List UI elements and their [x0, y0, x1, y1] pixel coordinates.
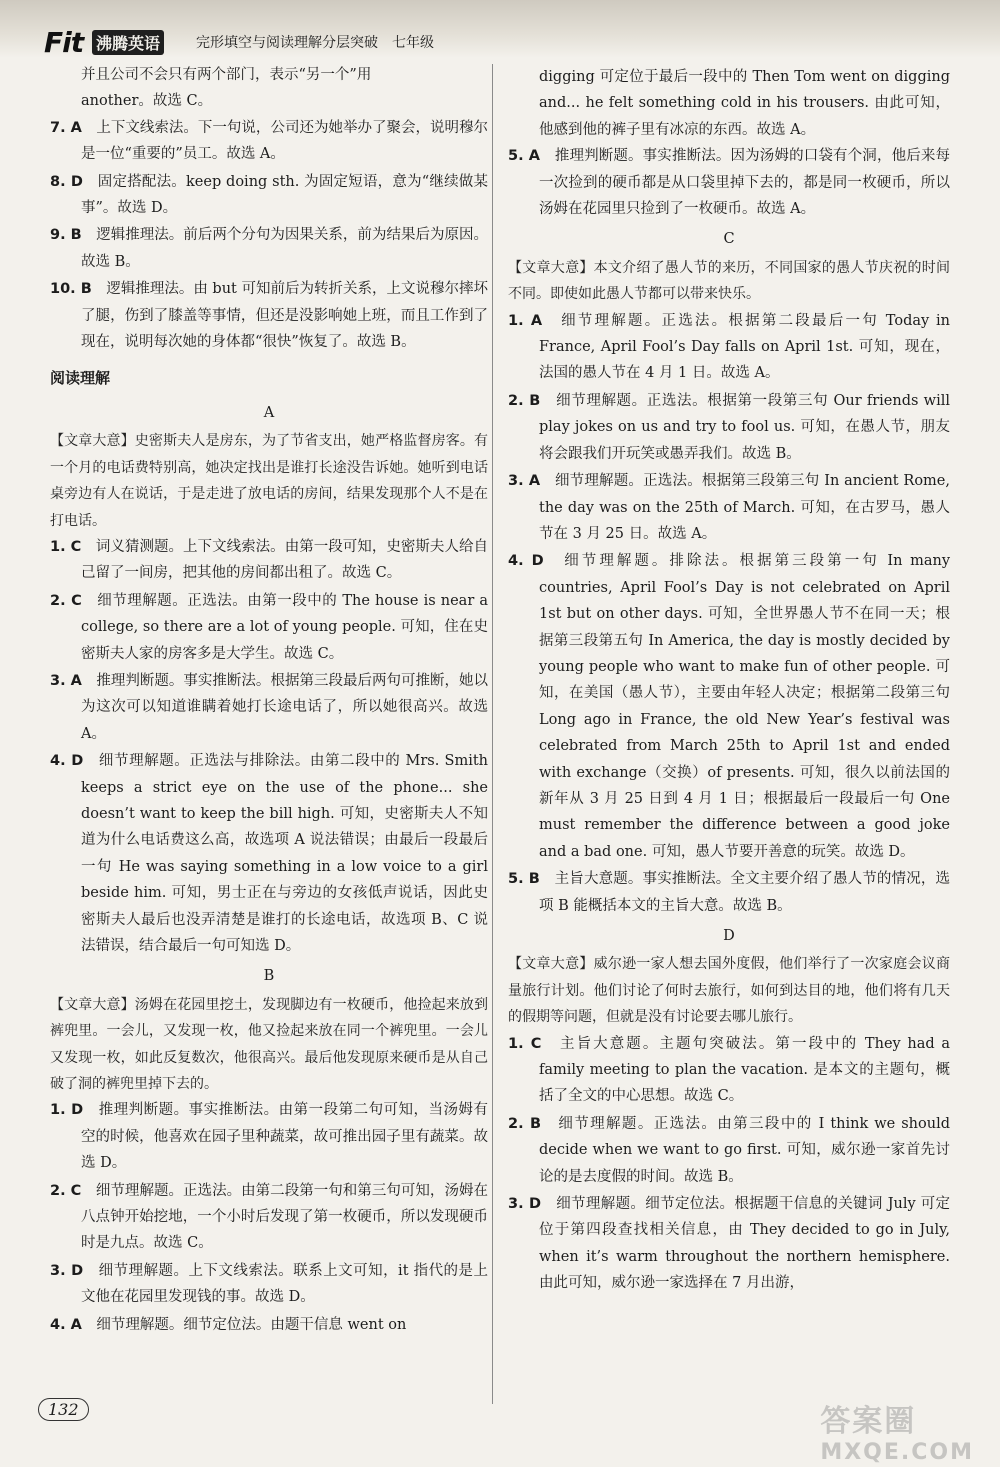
passage-summary: 【文章大意】史密斯夫人是房东，为了节省支出，她严格监督房客。有一个月的电话费特别高，她决定找出是谁打长途没告诉她。她听到电话桌旁边有人在说话，于是走进了放电话的房间，结果发现那个人不是在打电话。	[50, 433, 488, 529]
answer-number: 1. C	[50, 538, 82, 555]
answer-item	[50, 276, 488, 355]
continued-text: 并且公司不会只有两个部门，表示“另一个”用	[81, 67, 372, 83]
answer-item	[50, 169, 488, 222]
answer-number: 9. B	[50, 227, 82, 244]
answer-item	[50, 1097, 488, 1176]
answer-number: 2. C	[50, 592, 82, 609]
passage-letter: D	[723, 928, 735, 944]
answer-item	[508, 143, 950, 222]
continued-text: digging 可定位于最后一段中的 Then Tom went on digging and... he felt something cold in his trousers. 由此可知，他感到他的裤子里有冰凉的东西。故选 A。	[539, 69, 950, 138]
answer-item	[50, 222, 488, 275]
answer-number: 4. A	[50, 1316, 82, 1333]
right-column	[508, 64, 950, 1298]
site-watermark	[820, 1396, 974, 1465]
answer-number: 2. B	[508, 392, 541, 409]
answer-explanation: 推理判断题。事实推断法。根据第三段最后两句可推断，她以为这次可以知道谁瞒着她打长途电话了，所以她很高兴。故选 A。	[81, 672, 489, 742]
answer-item	[508, 308, 950, 387]
answer-number: 1. C	[508, 1035, 542, 1052]
answer-item	[508, 1111, 950, 1190]
answer-explanation: 细节理解题。正选法。根据第三段第三句 In ancient Rome, the day was on the 25th of March. 可知，在古罗马，愚人节在 3 月 25 日。故选 A。	[539, 473, 950, 542]
answer-item	[508, 388, 950, 467]
brand-name: 沸腾英语	[92, 30, 164, 55]
answer-item	[508, 548, 950, 865]
answer-number: 8. D	[50, 173, 83, 190]
passage-letter: B	[263, 968, 275, 985]
answer-explanation: 词义猜测题。上下文线索法。由第一段可知，史密斯夫人给自己留了一间房，把其他的房间都出租了。故选 C。	[81, 538, 489, 582]
answer-number: 5. A	[508, 148, 541, 165]
answer-explanation: 细节理解题。正选法与排除法。由第二段中的 Mrs. Smith keeps a strict eye on the use of the phone... she doesn’t want to keep the bill high. 可知，史密斯夫人不知道为什么电话费这么高，故选项 A 说法错误；由最后一段最后一句 He was saying something in a low voice to a girl beside him. 可知，男士正在与旁边的女孩低声说话，因此史密斯夫人最后也没弄清楚是谁打的长途电话，故选项 B、C 说法错误，结合最后一句可知选 D。	[81, 753, 489, 954]
answer-explanation: 主旨大意题。主题句突破法。第一段中的 They had a family meeting to plan the vacation. 是本文的主题句，概括了全文的中心思想。故选 C。	[539, 1035, 950, 1105]
answer-number: 2. C	[50, 1182, 82, 1199]
answer-item	[50, 748, 488, 959]
answer-number: 7. A	[50, 119, 82, 136]
answer-item	[50, 588, 488, 667]
answer-item	[50, 1178, 488, 1257]
answer-item	[50, 668, 488, 747]
page-number: 132	[38, 1398, 89, 1421]
answer-explanation: 细节理解题。正选法。由第三段中的 I think we should decide when we want to go first. 可知，威尔逊一家首先讨论的是去度假的时间。故选 B。	[539, 1115, 950, 1185]
passage-summary: 【文章大意】本文介绍了愚人节的来历，不同国家的愚人节庆祝的时间不同。即使如此愚人节都可以带来快乐。	[508, 259, 950, 303]
answer-item	[50, 115, 488, 168]
answer-explanation: 细节理解题。上下文线索法。联系上文可知，it 指代的是上文他在花园里发现钱的事。故选 D。	[81, 1262, 488, 1306]
watermark-text: 答案圈	[820, 1404, 917, 1439]
continued-text: another。故选 C。	[81, 93, 213, 110]
answer-explanation: 细节理解题。正选法。由第二段第一句和第三句可知，汤姆在八点钟开始挖地，一个小时后发现了第一枚硬币，所以发现硬币时是九点。故选 C。	[81, 1182, 489, 1252]
passage-summary: 【文章大意】威尔逊一家人想去国外度假，他们举行了一次家庭会议商量旅行计划。他们讨论了何时去旅行，如何到达目的地，他们将有几天的假期等问题，但就是没有讨论要去哪儿旅行。	[508, 956, 950, 1026]
cloze-answers	[50, 115, 488, 356]
answer-explanation: 上下文线索法。下一句说，公司还为她举办了聚会，说明穆尔是一位“重要的”员工。故选 A。	[81, 119, 489, 163]
section-title: 阅读理解	[50, 369, 111, 388]
answer-explanation: 逻辑推理法。前后两个分句为因果关系，前为结果后为原因。故选 B。	[81, 227, 489, 270]
book-title: 完形填空与阅读理解分层突破 七年级	[196, 35, 434, 51]
answer-explanation: 细节理解题。细节定位法。由题干信息 went on	[96, 1316, 407, 1333]
answer-item	[50, 534, 488, 587]
answer-number: 10. B	[50, 281, 92, 298]
answer-number: 5. B	[508, 871, 540, 888]
answer-item	[508, 866, 950, 919]
left-column	[50, 62, 488, 1339]
answer-explanation: 细节理解题。正选法。根据第一段第三句 Our friends will play jokes on us and try to fool us. 可知，在愚人节，朋友将会跟我们开玩笑或愚弄我们。故选 B。	[539, 392, 951, 462]
answer-explanation: 推理判断题。事实推断法。由第一段第二句可知，当汤姆有空的时候，他喜欢在园子里种蔬菜，故可推出园子里有蔬菜。故选 D。	[81, 1102, 489, 1172]
answer-explanation: 逻辑推理法。由 but 可知前后为转折关系，上文说穆尔摔坏了腿，伤到了膝盖等事情，但还是没影响她上班，而且工作到了现在，说明每次她的身体都“很快”恢复了。故选 B。	[81, 281, 489, 351]
answer-number: 3. A	[50, 672, 82, 689]
answer-item	[508, 1031, 950, 1110]
answer-number: 4. D	[508, 553, 544, 570]
answer-explanation: 细节理解题。正选法。由第一段中的 The house is near a college, so there are a lot of young people. 可知，住在史密斯夫人家的房客多是大学生。故选 C。	[81, 592, 488, 662]
watermark-url: MXQE.COM	[820, 1440, 974, 1465]
answer-number: 4. D	[50, 753, 84, 770]
answer-number: 1. A	[508, 312, 543, 329]
answer-number: 2. B	[508, 1115, 542, 1132]
answer-explanation: 推理判断题。事实推断法。因为汤姆的口袋有个洞，他后来每一次捡到的硬币都是从口袋里掉下去的，都是同一枚硬币，所以汤姆在花园里只捡到了一枚硬币。故选 A。	[539, 148, 951, 218]
answer-explanation: 固定搭配法。keep doing sth. 为固定短语，意为“继续做某事”。故选 D。	[81, 173, 488, 217]
passage-letter: C	[723, 231, 735, 248]
answer-explanation: 主旨大意题。事实推断法。全文主要介绍了愚人节的情况，选项 B 能概括本文的主旨大意。故选 B。	[539, 871, 951, 914]
column-divider	[492, 64, 493, 1404]
answer-number: 1. D	[50, 1102, 84, 1119]
answer-explanation: 细节理解题。正选法。根据第二段最后一句 Today in France, April Fool’s Day falls on April 1st. 可知，现在，法国的愚人节在 4 月 1 日。故选 A。	[539, 312, 951, 382]
answer-explanation: 细节理解题。排除法。根据第三段第一句 In many countries, April Fool’s Day is not celebrated on April 1st but on other days. 可知，全世界愚人节不在同一天；根据第三段第五句 In America, the day is mostly decided by young people who want to make fun of other people. 可知，在美国（愚人节），主要由年轻人决定；根据第二段第三句 Long ago in France, the old New Year’s festival was celebrated from March 25th to April 1st and ended with exchange（交换）of presents. 可知，很久以前法国的新年从 3 月 25 日到 4 月 1 日；根据最后一段最后一句 One must remember the difference between a good joke and a bad one. 可知，愚人节要开善意的玩笑。故选 D。	[539, 553, 951, 860]
passage-summary: 【文章大意】汤姆在花园里挖土，发现脚边有一枚硬币，他捡起来放到裤兜里。一会儿，又发现一枚，他又捡起来放在同一个裤兜里。一会儿又发现一枚，如此反复数次，他很高兴。最后他发现原来硬币是从自己破了洞的裤兜里掉下去的。	[50, 996, 488, 1093]
page-header	[0, 0, 1000, 58]
answer-explanation: 细节理解题。细节定位法。根据题干信息的关键词 July 可定位于第四段查找相关信息，由 They decided to go in July, when it’s warm throughout the northern hemisphere. 由此可知，威尔逊一家选择在 7 月出游，	[539, 1196, 950, 1292]
answer-item	[50, 1312, 488, 1338]
answer-number: 3. A	[508, 473, 541, 490]
brand-logo: Fit	[44, 26, 84, 59]
answer-number: 3. D	[508, 1196, 542, 1213]
answer-item	[50, 1258, 488, 1311]
passage-letter: A	[263, 404, 275, 421]
answer-item	[508, 1191, 950, 1297]
answer-item	[508, 468, 950, 547]
answer-number: 3. D	[50, 1262, 84, 1279]
